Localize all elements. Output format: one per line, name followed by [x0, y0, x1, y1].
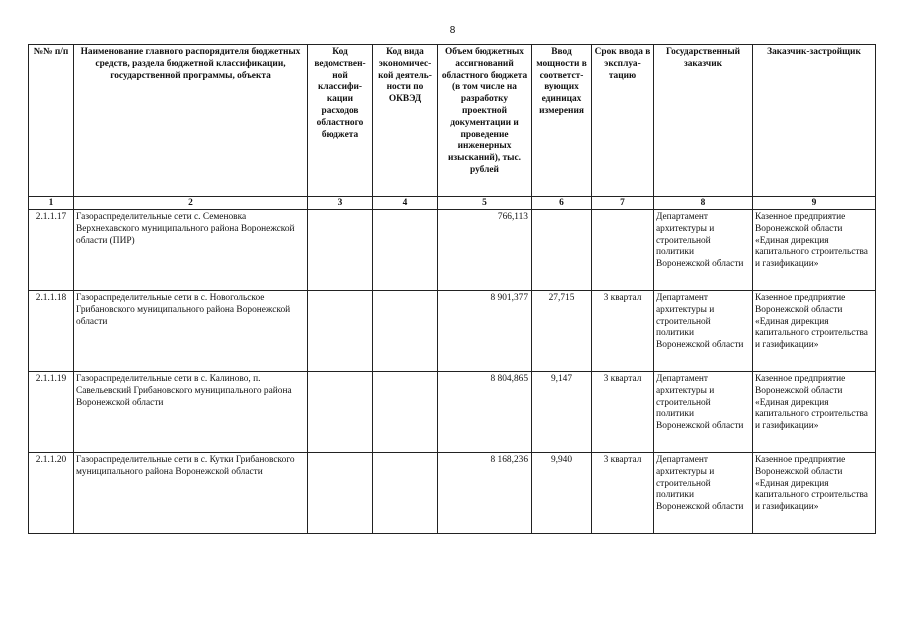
object-name: Газораспределительные сети в с. Калиново, п. Савельевский Грибановского муниципального района Воронежской области [74, 372, 308, 453]
row-number: 2.1.1.17 [29, 210, 74, 291]
column-number: 7 [592, 197, 654, 210]
column-number: 6 [532, 197, 592, 210]
customer-cell: Департамент архитектуры и строительной политики Воронежской области [654, 453, 753, 534]
column-number: 8 [654, 197, 753, 210]
developer-cell: Казенное предприятие Воронежской области «Единая дирекция капитального строительства и газификации» [753, 372, 876, 453]
amount-cell: 8 901,377 [438, 291, 532, 372]
term-cell: 3 квартал [592, 291, 654, 372]
header-num: №№ п/п [29, 45, 74, 197]
budget-code-cell [308, 210, 373, 291]
object-name: Газораспределительные сети в с. Кутки Грибановского муниципального района Воронежской области [74, 453, 308, 534]
customer-cell: Департамент архитектуры и строительной политики Воронежской области [654, 210, 753, 291]
developer-cell: Казенное предприятие Воронежской области «Единая дирекция капитального строительства и газификации» [753, 210, 876, 291]
term-cell [592, 210, 654, 291]
header-code-okved: Код вида экономичес-кой деятель-ности по ОКВЭД [373, 45, 438, 197]
okved-code-cell [373, 372, 438, 453]
term-cell: 3 квартал [592, 453, 654, 534]
table-row [29, 291, 876, 372]
column-number: 3 [308, 197, 373, 210]
header-term: Срок ввода в эксплуа-тацию [592, 45, 654, 197]
budget-code-cell [308, 453, 373, 534]
okved-code-cell [373, 210, 438, 291]
table-row [29, 372, 876, 453]
column-number: 4 [373, 197, 438, 210]
table-row [29, 210, 876, 291]
column-number: 2 [74, 197, 308, 210]
header-capacity: Ввод мощности в соответст-вующих единицах измерения [532, 45, 592, 197]
header-amount: Объем бюджетных ассигнований областного бюджета (в том числе на разработку проектной документации и проведение инженерных изысканий), тыс. рублей [438, 45, 532, 197]
amount-cell: 766,113 [438, 210, 532, 291]
row-number: 2.1.1.19 [29, 372, 74, 453]
developer-cell: Казенное предприятие Воронежской области «Единая дирекция капитального строительства и газификации» [753, 453, 876, 534]
term-cell: 3 квартал [592, 372, 654, 453]
capacity-cell: 9,147 [532, 372, 592, 453]
capacity-cell: 9,940 [532, 453, 592, 534]
object-name: Газораспределительные сети в с. Новогольское Грибановского муниципального района Воронежской области [74, 291, 308, 372]
column-number: 1 [29, 197, 74, 210]
budget-code-cell [308, 372, 373, 453]
header-developer: Заказчик-застройщик [753, 45, 876, 197]
amount-cell: 8 168,236 [438, 453, 532, 534]
header-name: Наименование главного распорядителя бюджетных средств, раздела бюджетной классификации, государственной программы, объекта [74, 45, 308, 197]
object-name: Газораспределительные сети с. Семеновка Верхнехавского муниципального района Воронежской области (ПИР) [74, 210, 308, 291]
customer-cell: Департамент архитектуры и строительной политики Воронежской области [654, 291, 753, 372]
objects-table [28, 44, 876, 534]
row-number: 2.1.1.20 [29, 453, 74, 534]
capacity-cell: 27,715 [532, 291, 592, 372]
header-code-budget: Код ведомствен-ной классифи-кации расходов областного бюджета [308, 45, 373, 197]
okved-code-cell [373, 453, 438, 534]
budget-code-cell [308, 291, 373, 372]
row-number: 2.1.1.18 [29, 291, 74, 372]
okved-code-cell [373, 291, 438, 372]
customer-cell: Департамент архитектуры и строительной политики Воронежской области [654, 372, 753, 453]
page-number: 8 [449, 25, 456, 36]
capacity-cell [532, 210, 592, 291]
column-number: 5 [438, 197, 532, 210]
header-row [29, 45, 876, 197]
table-row [29, 453, 876, 534]
developer-cell: Казенное предприятие Воронежской области «Единая дирекция капитального строительства и газификации» [753, 291, 876, 372]
amount-cell: 8 804,865 [438, 372, 532, 453]
column-number: 9 [753, 197, 876, 210]
column-numbers-row [29, 197, 876, 210]
header-customer: Государственный заказчик [654, 45, 753, 197]
